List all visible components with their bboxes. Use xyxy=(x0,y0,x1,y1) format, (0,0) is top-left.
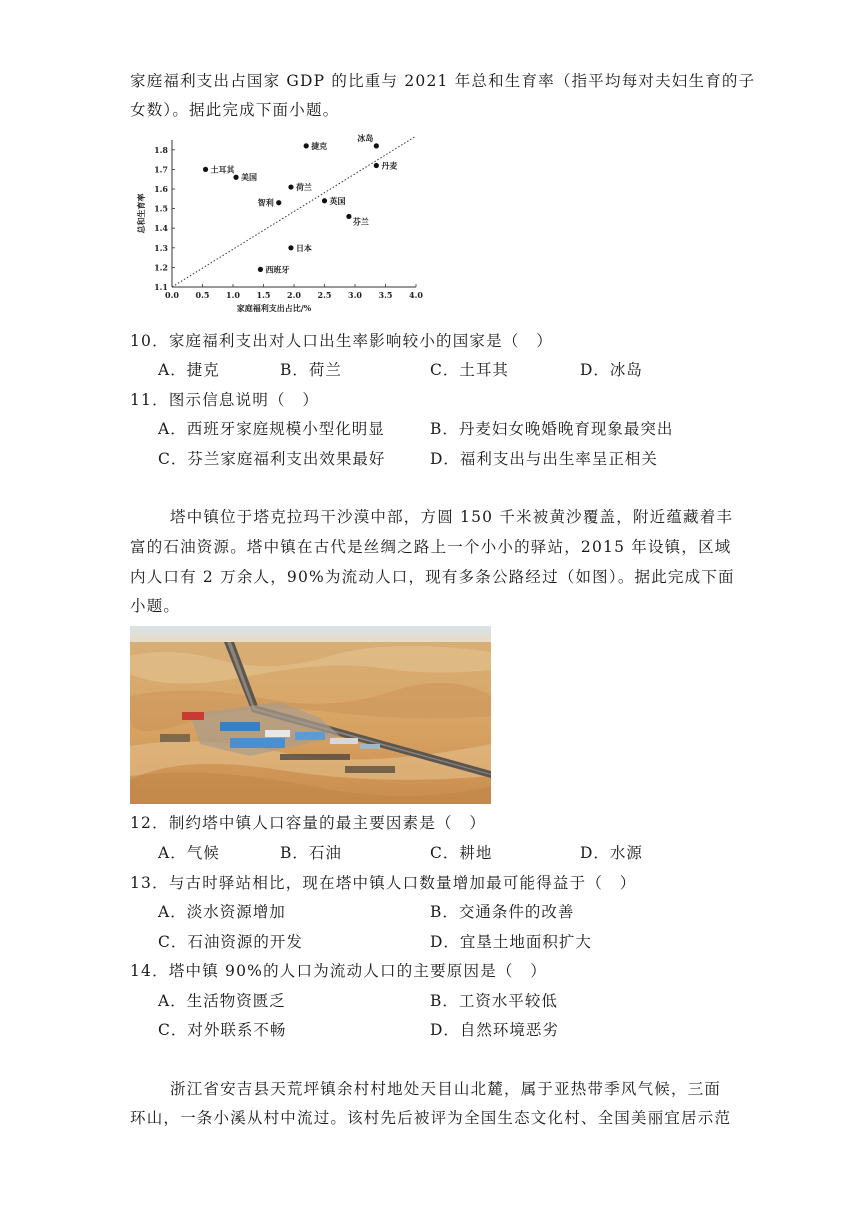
q14-option-c[interactable]: C．对外联系不畅 xyxy=(158,1021,287,1039)
q14-option-b[interactable]: B．工资水平较低 xyxy=(430,992,558,1010)
y-tick-label: 1.8 xyxy=(154,144,168,155)
point-label: 西班牙 xyxy=(265,264,290,275)
q11-option-c[interactable]: C．芬兰家庭福利支出效果最好 xyxy=(158,450,386,468)
y-tick-label: 1.4 xyxy=(154,223,168,234)
q14-stem: 14．塔中镇 90%的人口为流动人口的主要原因是（ ） xyxy=(130,962,548,980)
y-tick-label: 1.7 xyxy=(154,164,168,175)
q11-option-a[interactable]: A．西班牙家庭规模小型化明显 xyxy=(158,420,385,438)
x-tick-label: 4.0 xyxy=(409,290,423,300)
y-tick-label: 1.5 xyxy=(154,203,168,214)
y-tick-label: 1.3 xyxy=(154,242,168,253)
x-tick-label: 1.0 xyxy=(226,290,240,300)
point-label: 冰岛 xyxy=(357,132,374,143)
q12-option-c[interactable]: C．耕地 xyxy=(430,844,493,862)
data-point xyxy=(374,143,379,148)
point-label: 智利 xyxy=(257,197,274,208)
intro2-line4: 小题。 xyxy=(130,597,181,615)
q12-option-a[interactable]: A．气候 xyxy=(158,844,220,862)
x-axis-label: 家庭福利支出占比/% xyxy=(236,303,312,313)
intro1-line2: 女数）。据此完成下面小题。 xyxy=(130,101,340,119)
q13-stem: 13．与古时驿站相比，现在塔中镇人口数量增加最可能得益于（ ） xyxy=(130,874,637,892)
q10-stem: 10．家庭福利支出对人口出生率影响较小的国家是（ ） xyxy=(130,332,553,350)
q10-option-b[interactable]: B．荷兰 xyxy=(280,361,342,379)
q13-option-b[interactable]: B．交通条件的改善 xyxy=(430,903,575,921)
q14-option-a[interactable]: A．生活物资匮乏 xyxy=(158,992,286,1010)
data-point xyxy=(258,267,263,272)
q10-option-c[interactable]: C．土耳其 xyxy=(430,361,509,379)
intro3-line2: 环山，一条小溪从村中流过。该村先后被评为全国生态文化村、全国美丽宜居示范 xyxy=(130,1109,732,1127)
x-tick-label: 3.5 xyxy=(378,290,393,300)
q14-option-d[interactable]: D．自然环境恶劣 xyxy=(430,1021,559,1039)
point-label: 丹麦 xyxy=(381,160,398,171)
intro1-line1: 家庭福利支出占国家 GDP 的比重与 2021 年总和生育率（指平均每对夫妇生育的子 xyxy=(130,72,756,90)
data-point xyxy=(233,175,238,180)
q12-option-d[interactable]: D．水源 xyxy=(580,844,643,862)
q11-option-d[interactable]: D．福利支出与出生率呈正相关 xyxy=(430,450,658,468)
data-point xyxy=(203,167,208,172)
point-label: 捷克 xyxy=(311,140,328,151)
q10-option-d[interactable]: D．冰岛 xyxy=(580,361,643,379)
q13-option-c[interactable]: C．石油资源的开发 xyxy=(158,933,303,951)
y-tick-label: 1.1 xyxy=(154,282,168,292)
intro2-line1: 塔中镇位于塔克拉玛干沙漠中部，方圆 150 千米被黄沙覆盖，附近蕴藏着丰 xyxy=(170,508,734,526)
x-tick-label: 3.0 xyxy=(348,290,362,300)
x-tick-label: 2.0 xyxy=(287,290,301,300)
point-label: 荷兰 xyxy=(295,182,312,193)
data-point xyxy=(322,198,327,203)
desert-town-photo xyxy=(130,626,491,804)
q10-option-a[interactable]: A．捷克 xyxy=(158,361,220,379)
data-point xyxy=(288,184,293,189)
data-point xyxy=(374,163,379,168)
x-tick-label: 0.5 xyxy=(195,290,210,300)
point-label: 土耳其 xyxy=(210,164,235,175)
q12-option-b[interactable]: B．石油 xyxy=(280,844,342,862)
x-tick-label: 1.5 xyxy=(256,290,271,300)
q11-option-b[interactable]: B．丹麦妇女晚婚晚育现象最突出 xyxy=(430,420,674,438)
q12-stem: 12．制约塔中镇人口容量的最主要因素是（ ） xyxy=(130,814,487,832)
q13-option-d[interactable]: D．宜垦土地面积扩大 xyxy=(430,933,592,951)
data-point xyxy=(288,245,293,250)
data-point xyxy=(276,200,281,205)
point-label: 日本 xyxy=(295,242,312,253)
trend-line xyxy=(172,136,416,287)
point-label: 芬兰 xyxy=(352,216,369,227)
y-tick-label: 1.2 xyxy=(154,262,168,273)
point-label: 美国 xyxy=(241,172,258,183)
q11-stem: 11．图示信息说明（ ） xyxy=(130,391,320,409)
scatter-chart xyxy=(128,132,428,322)
y-axis-label: 总和生育率 xyxy=(136,193,146,234)
x-tick-label: 2.5 xyxy=(317,290,332,300)
point-label: 英国 xyxy=(329,195,346,206)
data-point xyxy=(346,214,351,219)
intro3-line1: 浙江省安吉县天荒坪镇余村村地处天目山北麓，属于亚热带季风气候，三面 xyxy=(170,1080,722,1098)
q13-option-a[interactable]: A．淡水资源增加 xyxy=(158,903,286,921)
x-tick-label: 0.0 xyxy=(165,290,179,300)
intro2-line3: 内人口有 2 万余人，90%为流动人口，现有多条公路经过（如图）。据此完成下面 xyxy=(130,568,735,586)
y-tick-label: 1.6 xyxy=(154,184,168,194)
intro2-line2: 富的石油资源。塔中镇在古代是丝绸之路上一个小小的驿站，2015 年设镇，区域 xyxy=(130,538,732,556)
data-point xyxy=(304,143,309,148)
